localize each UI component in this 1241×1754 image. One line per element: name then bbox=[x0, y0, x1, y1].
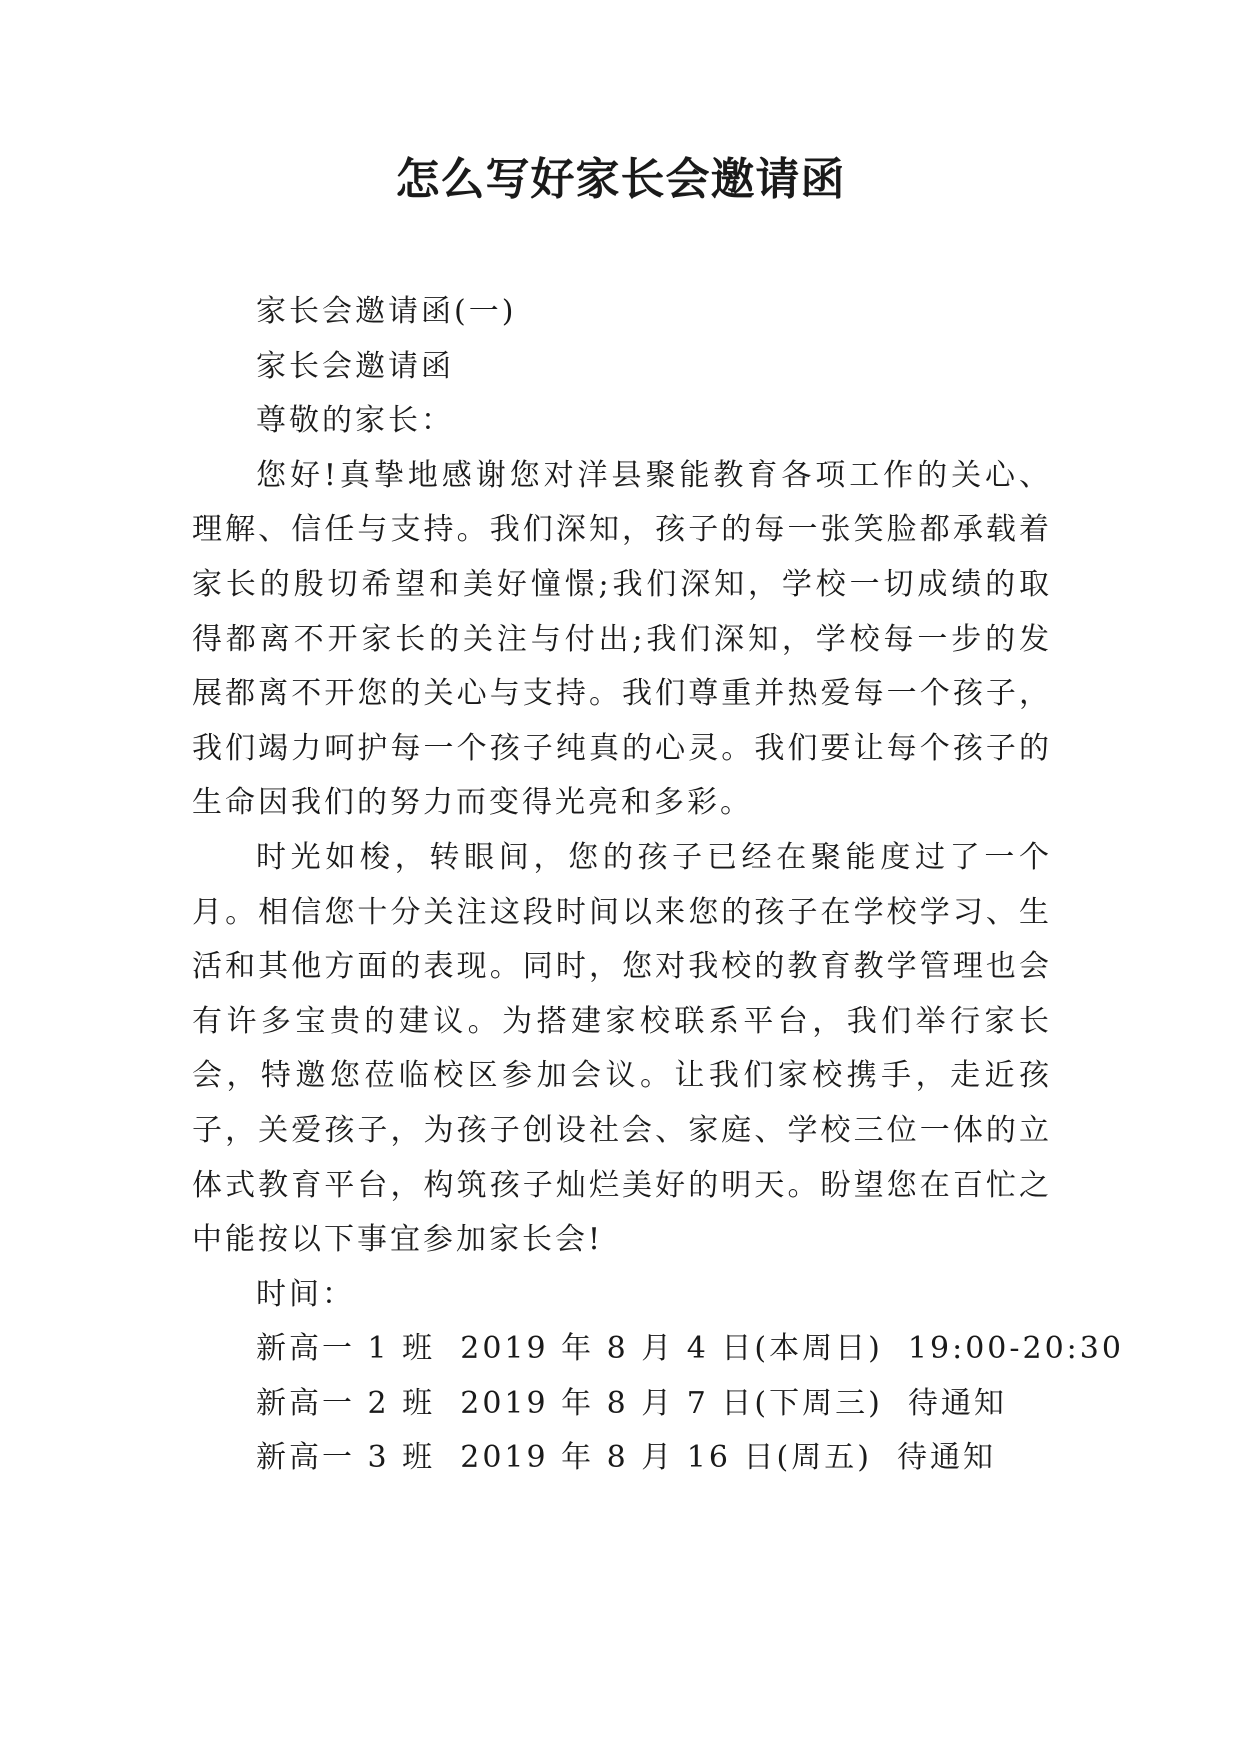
document-body bbox=[192, 285, 1124, 1486]
salutation: 尊敬的家长： bbox=[256, 403, 454, 439]
heading-invitation: 家长会邀请函 bbox=[256, 348, 454, 384]
schedule-item-class-2: 新高一 2 班 2019 年 8 月 7 日(下周三) 待通知 bbox=[256, 1385, 1007, 1421]
document-title: 怎么写好家长会邀请函 bbox=[395, 154, 846, 205]
schedule-item-class-1: 新高一 1 班 2019 年 8 月 4 日(本周日) 19:00-20:30 bbox=[256, 1331, 1124, 1367]
paragraph-gratitude: 您好!真挚地感谢您对洋县聚能教育各项工作的关心、理解、信任与支持。我们深知，孩子的每一张笑脸都承载着家长的殷切希望和美好憧憬;我们深知，学校一切成绩的取得都离不开家长的关注与付出;我们深知，学校每一步的发展都离不开您的关心与支持。我们尊重并热爱每一个孩子，我们竭力呵护每一个孩子纯真的心灵。我们要让每个孩子的生命因我们的努力而变得光亮和多彩。 bbox=[192, 457, 1052, 821]
schedule-item-class-3: 新高一 3 班 2019 年 8 月 16 日(周五) 待通知 bbox=[256, 1440, 997, 1476]
paragraph-invitation: 时光如梭，转眼间，您的孩子已经在聚能度过了一个月。相信您十分关注这段时间以来您的孩子在学校学习、生活和其他方面的表现。同时，您对我校的教育教学管理也会有许多宝贵的建议。为搭建家校联系平台，我们举行家长会，特邀您莅临校区参加会议。让我们家校携手，走近孩子，关爱孩子，为孩子创设社会、家庭、学校三位一体的立体式教育平台，构筑孩子灿烂美好的明天。盼望您在百忙之中能按以下事宜参加家长会! bbox=[192, 839, 1052, 1258]
time-label: 时间： bbox=[256, 1276, 355, 1312]
heading-invitation-one: 家长会邀请函(一) bbox=[256, 294, 517, 329]
